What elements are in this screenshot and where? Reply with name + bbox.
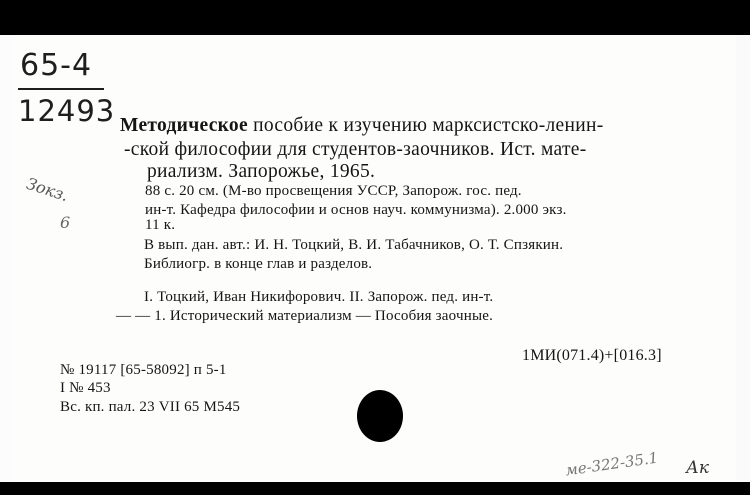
tracings-line-1: I. Тоцкий, Иван Никифорович. II. Запорож. пед. ин-т. xyxy=(144,289,494,305)
notes-line-1: В вып. дан. авт.: И. Н. Тоцкий, В. И. Табачников, О. Т. Спзякин. xyxy=(144,237,564,253)
collation-line-1: 88 с. 20 см. (М-во просвещения УССР, Запорож. гос. пед. xyxy=(145,183,522,199)
registry-line-3: Вс. кп. пал. 23 VII 65 М545 xyxy=(60,399,241,415)
notes-line-2: Библиогр. в конце глав и разделов. xyxy=(144,256,373,272)
call-number-divider xyxy=(18,88,104,90)
title-line-3: риализм. Запорожье, 1965. xyxy=(147,161,376,182)
call-number-line2: 12493 xyxy=(18,94,116,128)
margin-note: Зокз. xyxy=(24,173,71,206)
bottom-initials: Ак xyxy=(686,458,710,478)
title-bold: Методическое xyxy=(120,115,248,136)
card-edge xyxy=(736,37,750,481)
bottom-scribble: ме-322-35.1 xyxy=(564,448,660,480)
call-number-line1: 65-4 xyxy=(20,48,93,83)
margin-note-2: 6 xyxy=(60,213,71,232)
classification-code: 1МИ(071.4)+[016.3] xyxy=(522,347,662,364)
tracings-line-2: — — 1. Исторический материализм — Пособия заочные. xyxy=(116,308,494,324)
registry-line-1: № 19117 [65-58092] п 5-1 xyxy=(60,362,227,378)
title-line-1-rest: пособие к изучению марксистско-ленин- xyxy=(253,115,604,136)
registry-line-2: I № 453 xyxy=(60,380,111,396)
collation-line-3: 11 к. xyxy=(145,217,176,233)
punch-hole xyxy=(357,390,403,442)
title-line-1 xyxy=(120,115,603,137)
collation-line-2: ин-т. Кафедра философии и основ науч. коммунизма). 2.000 экз. xyxy=(145,202,567,218)
title-line-2: -ской философии для студентов-заочников. Ист. мате- xyxy=(124,139,587,160)
